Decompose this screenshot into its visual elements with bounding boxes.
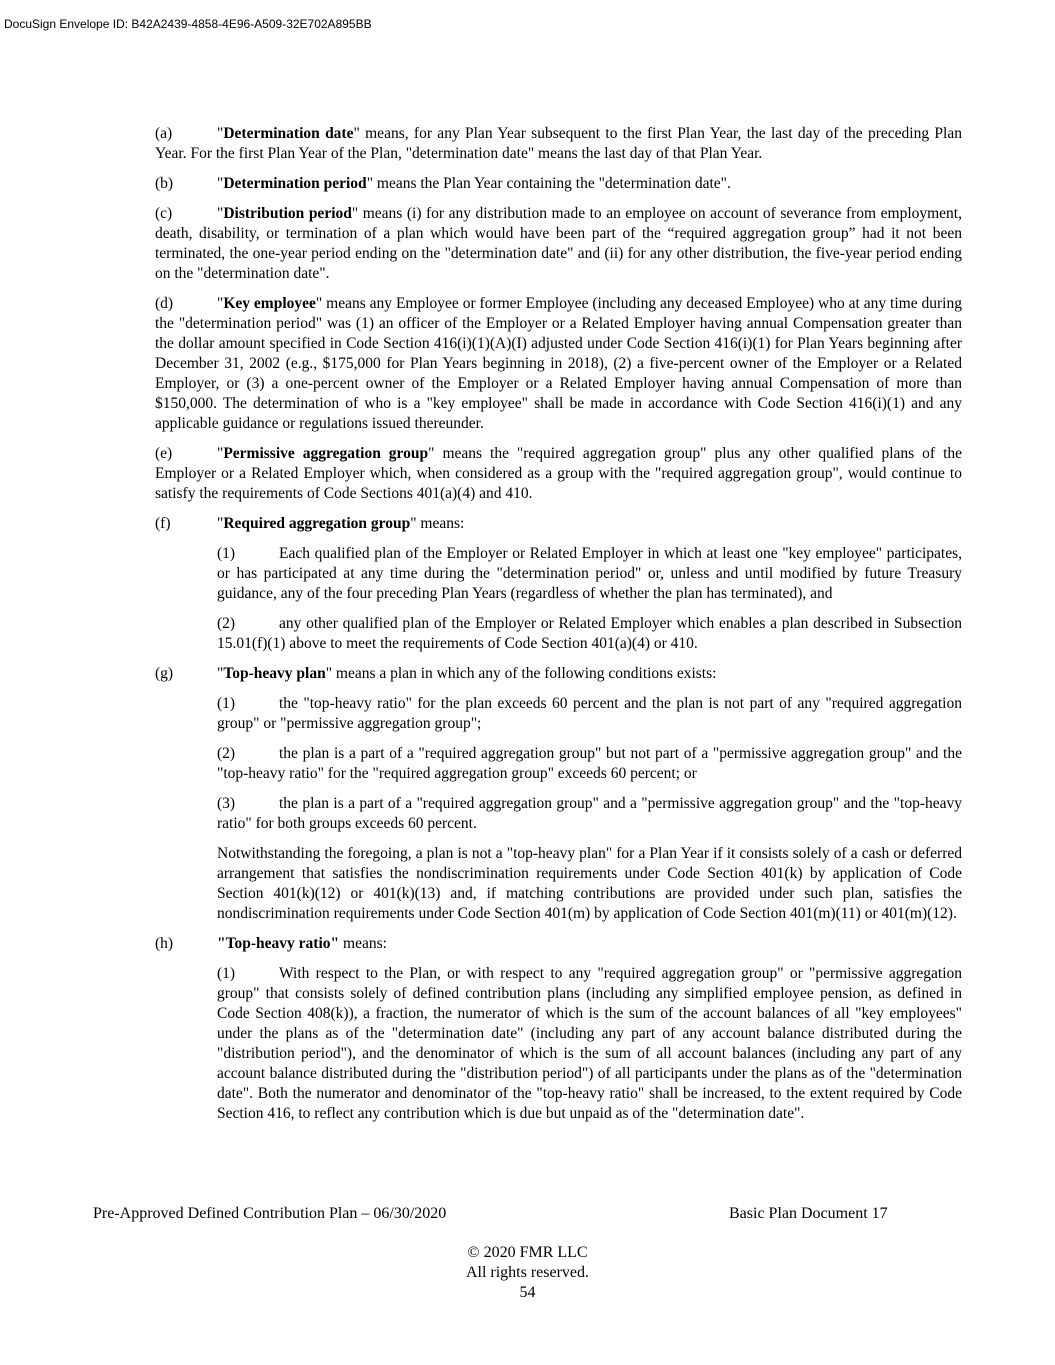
- section-label: (b): [155, 175, 174, 192]
- section-b: (b) "Determination period" means the Plan Year containing the "determination date".: [155, 175, 731, 192]
- envelope-id: DocuSign Envelope ID: B42A2439-4858-4E96-A509-32E702A895BB: [4, 17, 372, 31]
- section-h-item-1: (1) With respect to the Plan, or with respect to any "required aggregation group" or "permissive aggregation group" that consists solely of defined contribution plans (including any simplified employee pension, as defined in Code Section 408(k)), a fraction, the numerator of which is the sum of the account balances of all "key employees" under the plans as of the "determination date" (including any part of any account balance distributed during the "distribution period"), and the denominator of which is the sum of all account balances (including any part of any account balance distributed during the "distribution period") of all participants under the plans as of the "determination date". Both the numerator and denominator of the "top-heavy ratio" shall be increased, to the extent required by Code Section 416, to reflect any contribution which is due but unpaid as of the "determination date".: [217, 965, 962, 1122]
- defined-term: Determination period: [223, 175, 367, 192]
- copyright-line: © 2020 FMR LLC: [467, 1244, 588, 1261]
- section-g-item-2: (2) the plan is a part of a "required aggregation group" but not part of a "permissive aggregation group" and the "top-heavy ratio" for the "required aggregation group" exceeds 60 percent; or: [217, 745, 962, 782]
- document-body: [155, 124, 962, 1134]
- item-label: (1): [217, 965, 236, 982]
- defined-term: Permissive aggregation group: [223, 445, 429, 462]
- rights-line: All rights reserved.: [465, 1264, 590, 1281]
- defined-term: Top-heavy plan: [223, 665, 326, 682]
- copyright-block: [0, 1243, 1055, 1303]
- page-number: 54: [519, 1284, 536, 1301]
- item-label: (1): [217, 545, 236, 562]
- footer-document-page: Basic Plan Document 17: [729, 1205, 888, 1222]
- footer-plan-title: Pre-Approved Defined Contribution Plan – 06/30/2020: [93, 1205, 447, 1222]
- item-label: (3): [217, 795, 236, 812]
- section-f-item-2: (2) any other qualified plan of the Employer or Related Employer which enables a plan described in Subsection 15.01(f)(1) above to meet the requirements of Code Section 401(a)(4) or 410.: [217, 615, 962, 652]
- section-g: (g) "Top-heavy plan" means a plan in which any of the following conditions exists:: [155, 665, 717, 682]
- section-g-item-3: (3) the plan is a part of a "required aggregation group" and a "permissive aggregation group" and the "top-heavy ratio" for both groups exceeds 60 percent.: [217, 795, 962, 832]
- defined-term: Determination date: [223, 125, 354, 142]
- section-label: (f): [155, 515, 171, 532]
- section-h: (h) "Top-heavy ratio" means:: [155, 935, 387, 952]
- section-label: (g): [155, 665, 174, 682]
- section-f-item-1: (1) Each qualified plan of the Employer or Related Employer in which at least one "key employee" participates, or has participated at any time during the "determination period" or, unless and until modified by future Treasury guidance, any of the four preceding Plan Years (regardless of whether the plan has terminated), and: [217, 545, 962, 602]
- defined-term: "Top-heavy ratio": [217, 935, 340, 952]
- section-e: (e) "Permissive aggregation group" means the "required aggregation group" plus any other qualified plans of the Employer or a Related Employer which, when considered as a group with the "required aggregation group", would continue to satisfy the requirements of Code Sections 401(a)(4) and 410.: [155, 445, 963, 502]
- item-label: (1): [217, 695, 236, 712]
- section-label: (c): [155, 205, 173, 222]
- section-d: (d) "Key employee" means any Employee or former Employee (including any deceased Employee) who at any time during the "determination period" was (1) an officer of the Employer or a Related Employer having annual Compensation greater than the dollar amount specified in Code Section 416(i)(1)(A)(I) adjusted under Code Section 416(i)(1) for Plan Years beginning after December 31, 2002 (e.g., $175,000 for Plan Years beginning in 2018), (2) a five-percent owner of the Employer or a Related Employer, or (3) a one-percent owner of the Employer or a Related Employer having annual Compensation of more than $150,000. The determination of who is a "key employee" shall be made in accordance with Code Section 416(i)(1) and any applicable guidance or regulations issued thereunder.: [155, 295, 962, 432]
- section-label: (a): [155, 125, 173, 142]
- defined-term: Distribution period: [223, 205, 352, 222]
- item-label: (2): [217, 745, 236, 762]
- section-g-item-1: (1) the "top-heavy ratio" for the plan exceeds 60 percent and the plan is not part of any "required aggregation group" or "permissive aggregation group";: [217, 695, 962, 732]
- item-label: (2): [217, 615, 236, 632]
- section-label: (e): [155, 445, 173, 462]
- defined-term: Required aggregation group: [223, 515, 411, 532]
- section-g-note: Notwithstanding the foregoing, a plan is not a "top-heavy plan" for a Plan Year if it consists solely of a cash or deferred arrangement that satisfies the nondiscrimination requirements under Code Section 401(k) by application of Code Section 401(k)(12) or 401(k)(13) and, if matching contributions are provided under such plan, satisfies the nondiscrimination requirements under Code Section 401(m) by application of Code Section 401(m)(11) or 401(m)(12).: [217, 845, 962, 922]
- section-c: (c) "Distribution period" means (i) for any distribution made to an employee on account of severance from employment, death, disability, or termination of a plan which would have been part of the “required aggregation group” had it not been terminated, the one-year period ending on the "determination date" and (ii) for any other distribution, the five-year period ending on the "determination date".: [155, 205, 962, 282]
- section-label: (d): [155, 295, 174, 312]
- section-f: (f) "Required aggregation group" means:: [155, 515, 465, 532]
- section-a: (a) "Determination date" means, for any Plan Year subsequent to the first Plan Year, the last day of the preceding Plan Year. For the first Plan Year of the Plan, "determination date" means the last day of that Plan Year.: [155, 125, 962, 162]
- section-label: (h): [155, 935, 174, 952]
- defined-term: Key employee: [223, 295, 316, 312]
